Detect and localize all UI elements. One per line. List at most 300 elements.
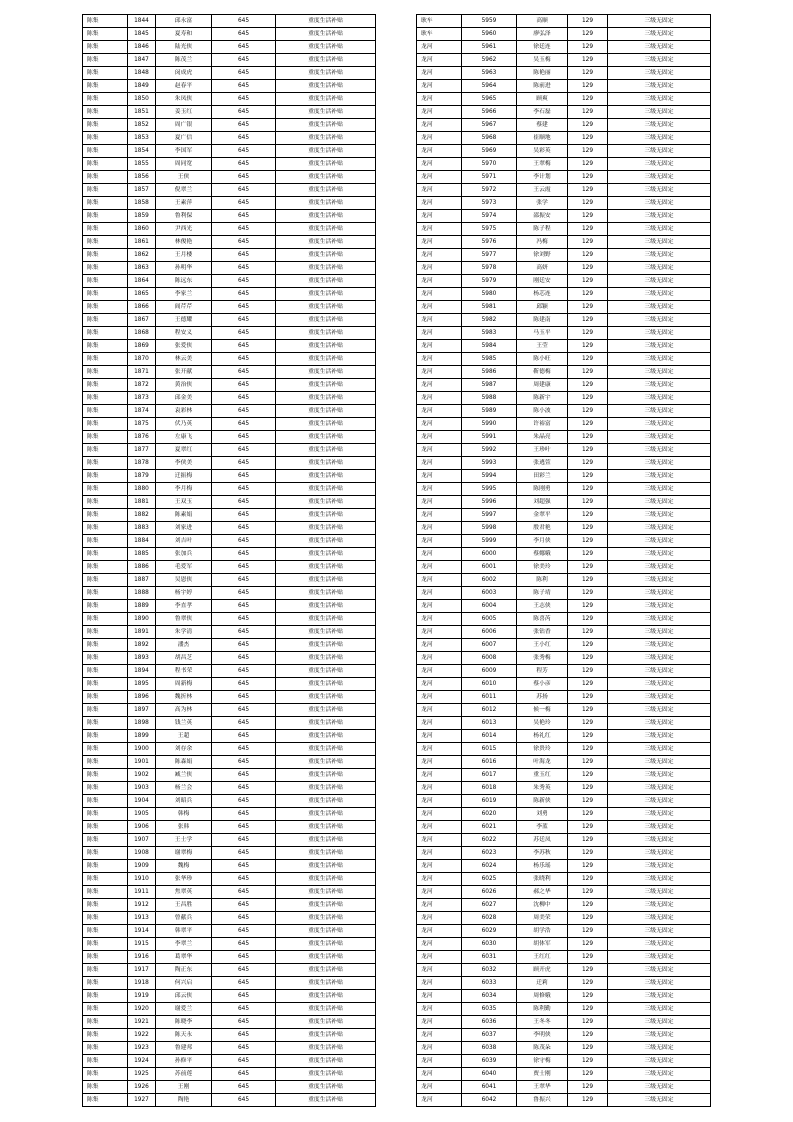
name-cell: 魏梅	[156, 860, 212, 873]
amount-cell: 129	[568, 236, 608, 249]
category-cell: 三级无固定	[608, 288, 711, 301]
category-cell: 重度生活补贴	[276, 886, 376, 899]
serial-cell: 1912	[128, 899, 156, 912]
table-row	[83, 548, 376, 561]
amount-cell: 129	[568, 548, 608, 561]
table-row	[83, 1029, 376, 1042]
table-row	[417, 301, 711, 314]
name-cell: 王刚	[156, 1081, 212, 1094]
town-cell: 陈集	[83, 964, 128, 977]
amount-cell: 645	[212, 158, 276, 171]
amount-cell: 645	[212, 834, 276, 847]
town-cell: 陈集	[83, 1016, 128, 1029]
category-cell: 重度生活补贴	[276, 236, 376, 249]
category-cell: 重度生活补贴	[276, 938, 376, 951]
name-cell: 朱学清	[156, 626, 212, 639]
name-cell: 张爱侠	[156, 340, 212, 353]
table-row	[417, 925, 711, 938]
amount-cell: 645	[212, 366, 276, 379]
table-row	[417, 626, 711, 639]
table-row	[83, 834, 376, 847]
town-cell: 陈集	[83, 1003, 128, 1016]
name-cell: 闵成虎	[156, 67, 212, 80]
table-row	[83, 990, 376, 1003]
category-cell: 三级无固定	[608, 626, 711, 639]
table-row	[417, 15, 711, 28]
serial-cell: 5985	[462, 353, 517, 366]
table-row	[417, 158, 711, 171]
town-cell: 陈集	[83, 301, 128, 314]
table-row	[417, 483, 711, 496]
category-cell: 三级无固定	[608, 197, 711, 210]
amount-cell: 129	[568, 665, 608, 678]
town-cell: 陈集	[83, 392, 128, 405]
amount-cell: 129	[568, 353, 608, 366]
amount-cell: 129	[568, 626, 608, 639]
category-cell: 重度生活补贴	[276, 223, 376, 236]
town-cell: 龙河	[417, 80, 462, 93]
amount-cell: 129	[568, 964, 608, 977]
amount-cell: 645	[212, 782, 276, 795]
name-cell: 王云霞	[517, 184, 568, 197]
table-row	[417, 41, 711, 54]
table-row	[417, 236, 711, 249]
table-row	[83, 15, 376, 28]
serial-cell: 5967	[462, 119, 517, 132]
category-cell: 三级无固定	[608, 899, 711, 912]
town-cell: 陈集	[83, 834, 128, 847]
amount-cell: 645	[212, 795, 276, 808]
serial-cell: 1890	[128, 613, 156, 626]
amount-cell: 645	[212, 418, 276, 431]
town-cell: 陈集	[83, 249, 128, 262]
name-cell: 王莹	[517, 340, 568, 353]
category-cell: 三级无固定	[608, 509, 711, 522]
table-row	[417, 860, 711, 873]
category-cell: 重度生活补贴	[276, 1042, 376, 1055]
category-cell: 三级无固定	[608, 314, 711, 327]
table-row	[83, 535, 376, 548]
category-cell: 三级无固定	[608, 431, 711, 444]
town-cell: 龙河	[417, 132, 462, 145]
name-cell: 邱云侠	[156, 990, 212, 1003]
table-row	[83, 743, 376, 756]
town-cell: 龙河	[417, 1016, 462, 1029]
name-cell: 吴恩侠	[156, 574, 212, 587]
town-cell: 龙河	[417, 210, 462, 223]
town-cell: 龙河	[417, 795, 462, 808]
table-row	[417, 379, 711, 392]
name-cell: 陈刚勇	[517, 483, 568, 496]
name-cell: 陈森娟	[156, 756, 212, 769]
town-cell: 陈集	[83, 847, 128, 860]
table-row	[417, 444, 711, 457]
town-cell: 陈集	[83, 431, 128, 444]
category-cell: 三级无固定	[608, 405, 711, 418]
category-cell: 重度生活补贴	[276, 1081, 376, 1094]
name-cell: 王侠	[156, 171, 212, 184]
category-cell: 重度生活补贴	[276, 340, 376, 353]
name-cell: 李翠兰	[156, 938, 212, 951]
amount-cell: 129	[568, 704, 608, 717]
category-cell: 重度生活补贴	[276, 743, 376, 756]
town-cell: 陈集	[83, 730, 128, 743]
name-cell: 张晓利	[517, 873, 568, 886]
category-cell: 重度生活补贴	[276, 1094, 376, 1107]
category-cell: 重度生活补贴	[276, 444, 376, 457]
town-cell: 陈集	[83, 67, 128, 80]
town-cell: 陈集	[83, 171, 128, 184]
amount-cell: 129	[568, 431, 608, 444]
category-cell: 重度生活补贴	[276, 470, 376, 483]
serial-cell: 1858	[128, 197, 156, 210]
town-cell: 龙河	[417, 600, 462, 613]
name-cell: 张开献	[156, 366, 212, 379]
serial-cell: 1872	[128, 379, 156, 392]
town-cell: 龙河	[417, 496, 462, 509]
table-row	[417, 457, 711, 470]
town-cell: 陈集	[83, 808, 128, 821]
amount-cell: 129	[568, 613, 608, 626]
town-cell: 陈集	[83, 405, 128, 418]
amount-cell: 645	[212, 613, 276, 626]
name-cell: 李国军	[156, 145, 212, 158]
amount-cell: 129	[568, 756, 608, 769]
town-cell: 陈集	[83, 535, 128, 548]
name-cell: 张韩	[156, 821, 212, 834]
category-cell: 重度生活补贴	[276, 613, 376, 626]
serial-cell: 1906	[128, 821, 156, 834]
table-row	[83, 873, 376, 886]
name-cell: 陈喜芮	[517, 613, 568, 626]
name-cell: 左康飞	[156, 431, 212, 444]
name-cell: 陈子靖	[517, 587, 568, 600]
table-row	[83, 353, 376, 366]
category-cell: 三级无固定	[608, 41, 711, 54]
town-cell: 龙河	[417, 457, 462, 470]
serial-cell: 1886	[128, 561, 156, 574]
town-cell: 龙河	[417, 106, 462, 119]
serial-cell: 1868	[128, 327, 156, 340]
town-cell: 龙河	[417, 717, 462, 730]
serial-cell: 1901	[128, 756, 156, 769]
name-cell: 陈远东	[156, 275, 212, 288]
category-cell: 重度生活补贴	[276, 756, 376, 769]
name-cell: 刘家进	[156, 522, 212, 535]
town-cell: 陈集	[83, 912, 128, 925]
town-cell: 龙河	[417, 483, 462, 496]
town-cell: 龙河	[417, 639, 462, 652]
name-cell: 周广银	[156, 119, 212, 132]
amount-cell: 129	[568, 795, 608, 808]
table-row	[83, 756, 376, 769]
amount-cell: 645	[212, 951, 276, 964]
town-cell: 龙河	[417, 652, 462, 665]
amount-cell: 645	[212, 41, 276, 54]
amount-cell: 645	[212, 587, 276, 600]
name-cell: 陈天永	[156, 1029, 212, 1042]
town-cell: 龙河	[417, 535, 462, 548]
name-cell: 苏扬	[517, 691, 568, 704]
category-cell: 重度生活补贴	[276, 392, 376, 405]
name-cell: 谢翠梅	[156, 847, 212, 860]
amount-cell: 645	[212, 912, 276, 925]
serial-cell: 1898	[128, 717, 156, 730]
table-row	[83, 457, 376, 470]
amount-cell: 645	[212, 457, 276, 470]
town-cell: 龙河	[417, 1068, 462, 1081]
name-cell: 王月楼	[156, 249, 212, 262]
town-cell: 龙河	[417, 925, 462, 938]
town-cell: 龙河	[417, 834, 462, 847]
serial-cell: 5993	[462, 457, 517, 470]
amount-cell: 645	[212, 327, 276, 340]
serial-cell: 5990	[462, 418, 517, 431]
name-cell: 魏折林	[156, 691, 212, 704]
table-row	[417, 665, 711, 678]
amount-cell: 645	[212, 54, 276, 67]
serial-cell: 5989	[462, 405, 517, 418]
name-cell: 陈小波	[517, 405, 568, 418]
amount-cell: 645	[212, 67, 276, 80]
amount-cell: 129	[568, 379, 608, 392]
amount-cell: 645	[212, 145, 276, 158]
table-row	[417, 197, 711, 210]
table-row	[417, 1003, 711, 1016]
town-cell: 龙河	[417, 613, 462, 626]
town-cell: 龙河	[417, 314, 462, 327]
amount-cell: 645	[212, 847, 276, 860]
serial-cell: 6027	[462, 899, 517, 912]
town-cell: 陈集	[83, 626, 128, 639]
amount-cell: 129	[568, 444, 608, 457]
name-cell: 韩翠平	[156, 925, 212, 938]
amount-cell: 645	[212, 275, 276, 288]
serial-cell: 5976	[462, 236, 517, 249]
serial-cell: 6004	[462, 600, 517, 613]
serial-cell: 6014	[462, 730, 517, 743]
serial-cell: 6006	[462, 626, 517, 639]
category-cell: 三级无固定	[608, 275, 711, 288]
town-cell: 龙河	[417, 990, 462, 1003]
table-row	[83, 28, 376, 41]
amount-cell: 645	[212, 730, 276, 743]
name-cell: 刘吉叶	[156, 535, 212, 548]
amount-cell: 129	[568, 392, 608, 405]
amount-cell: 645	[212, 93, 276, 106]
serial-cell: 5961	[462, 41, 517, 54]
category-cell: 重度生活补贴	[276, 925, 376, 938]
table-row	[83, 236, 376, 249]
table-row	[417, 1042, 711, 1055]
name-cell: 崔顺地	[517, 132, 568, 145]
serial-cell: 1877	[128, 444, 156, 457]
amount-cell: 129	[568, 210, 608, 223]
table-row	[83, 249, 376, 262]
amount-cell: 129	[568, 119, 608, 132]
amount-cell: 645	[212, 210, 276, 223]
table-row	[83, 951, 376, 964]
serial-cell: 6018	[462, 782, 517, 795]
category-cell: 重度生活补贴	[276, 665, 376, 678]
serial-cell: 5974	[462, 210, 517, 223]
category-cell: 重度生活补贴	[276, 379, 376, 392]
town-cell: 龙河	[417, 262, 462, 275]
name-cell: 郝之华	[517, 886, 568, 899]
name-cell: 阎芹芹	[156, 301, 212, 314]
name-cell: 沈柳中	[517, 899, 568, 912]
category-cell: 三级无固定	[608, 717, 711, 730]
serial-cell: 6028	[462, 912, 517, 925]
category-cell: 三级无固定	[608, 444, 711, 457]
category-cell: 三级无固定	[608, 665, 711, 678]
name-cell: 殷君艳	[517, 522, 568, 535]
name-cell: 李月侠	[517, 535, 568, 548]
amount-cell: 645	[212, 184, 276, 197]
serial-cell: 6024	[462, 860, 517, 873]
amount-cell: 129	[568, 951, 608, 964]
table-row	[417, 1029, 711, 1042]
name-cell: 陶正东	[156, 964, 212, 977]
serial-cell: 5964	[462, 80, 517, 93]
subsidy-table-right	[416, 14, 711, 1107]
serial-cell: 1922	[128, 1029, 156, 1042]
amount-cell: 129	[568, 678, 608, 691]
name-cell: 马玉平	[517, 327, 568, 340]
serial-cell: 6003	[462, 587, 517, 600]
amount-cell: 129	[568, 340, 608, 353]
category-cell: 三级无固定	[608, 847, 711, 860]
table-row	[417, 990, 711, 1003]
amount-cell: 645	[212, 431, 276, 444]
table-row	[417, 1081, 711, 1094]
amount-cell: 645	[212, 171, 276, 184]
town-cell: 龙河	[417, 1081, 462, 1094]
town-cell: 龙河	[417, 405, 462, 418]
table-row	[83, 938, 376, 951]
category-cell: 重度生活补贴	[276, 1029, 376, 1042]
amount-cell: 129	[568, 171, 608, 184]
town-cell: 陈集	[83, 665, 128, 678]
serial-cell: 5982	[462, 314, 517, 327]
category-cell: 三级无固定	[608, 106, 711, 119]
amount-cell: 129	[568, 301, 608, 314]
serial-cell: 1874	[128, 405, 156, 418]
name-cell: 蔡小彦	[517, 678, 568, 691]
name-cell: 迁莉	[517, 977, 568, 990]
amount-cell: 129	[568, 262, 608, 275]
serial-cell: 1888	[128, 587, 156, 600]
table-row	[417, 769, 711, 782]
serial-cell: 1860	[128, 223, 156, 236]
amount-cell: 129	[568, 197, 608, 210]
amount-cell: 645	[212, 405, 276, 418]
serial-cell: 6009	[462, 665, 517, 678]
table-row	[83, 275, 376, 288]
table-row	[417, 951, 711, 964]
name-cell: 陈子程	[517, 223, 568, 236]
serial-cell: 6019	[462, 795, 517, 808]
town-cell: 龙河	[417, 54, 462, 67]
table-row	[83, 912, 376, 925]
table-row	[417, 1016, 711, 1029]
amount-cell: 645	[212, 977, 276, 990]
town-cell: 耿车	[417, 28, 462, 41]
serial-cell: 1920	[128, 1003, 156, 1016]
name-cell: 周新梅	[156, 678, 212, 691]
category-cell: 三级无固定	[608, 93, 711, 106]
amount-cell: 129	[568, 717, 608, 730]
amount-cell: 129	[568, 821, 608, 834]
serial-cell: 1897	[128, 704, 156, 717]
serial-cell: 5977	[462, 249, 517, 262]
town-cell: 龙河	[417, 431, 462, 444]
category-cell: 重度生活补贴	[276, 626, 376, 639]
table-row	[417, 561, 711, 574]
town-cell: 陈集	[83, 717, 128, 730]
name-cell: 徐贵玲	[517, 743, 568, 756]
amount-cell: 129	[568, 145, 608, 158]
serial-cell: 1869	[128, 340, 156, 353]
table-row	[83, 301, 376, 314]
category-cell: 三级无固定	[608, 1055, 711, 1068]
town-cell: 陈集	[83, 769, 128, 782]
town-cell: 陈集	[83, 28, 128, 41]
town-cell: 陈集	[83, 782, 128, 795]
name-cell: 陈新宇	[517, 392, 568, 405]
table-row	[83, 1081, 376, 1094]
town-cell: 龙河	[417, 678, 462, 691]
serial-cell: 6005	[462, 613, 517, 626]
serial-cell: 5969	[462, 145, 517, 158]
serial-cell: 6000	[462, 548, 517, 561]
table-row	[83, 106, 376, 119]
serial-cell: 1899	[128, 730, 156, 743]
category-cell: 重度生活补贴	[276, 860, 376, 873]
serial-cell: 1846	[128, 41, 156, 54]
category-cell: 重度生活补贴	[276, 587, 376, 600]
category-cell: 重度生活补贴	[276, 691, 376, 704]
category-cell: 三级无固定	[608, 782, 711, 795]
amount-cell: 129	[568, 990, 608, 1003]
table-row	[83, 67, 376, 80]
town-cell: 龙河	[417, 808, 462, 821]
serial-cell: 6010	[462, 678, 517, 691]
town-cell: 龙河	[417, 93, 462, 106]
category-cell: 三级无固定	[608, 834, 711, 847]
table-row	[417, 67, 711, 80]
name-cell: 朱晶亮	[517, 431, 568, 444]
name-cell: 鲁振兴	[517, 1094, 568, 1107]
table-row	[83, 847, 376, 860]
town-cell: 龙河	[417, 249, 462, 262]
serial-cell: 1902	[128, 769, 156, 782]
table-row	[83, 782, 376, 795]
amount-cell: 645	[212, 600, 276, 613]
category-cell: 重度生活补贴	[276, 990, 376, 1003]
name-cell: 王德耀	[156, 314, 212, 327]
category-cell: 三级无固定	[608, 860, 711, 873]
amount-cell: 129	[568, 418, 608, 431]
table-row	[417, 210, 711, 223]
town-cell: 陈集	[83, 743, 128, 756]
town-cell: 龙河	[417, 340, 462, 353]
category-cell: 重度生活补贴	[276, 834, 376, 847]
amount-cell: 129	[568, 912, 608, 925]
name-cell: 倪翠兰	[156, 184, 212, 197]
amount-cell: 645	[212, 106, 276, 119]
category-cell: 三级无固定	[608, 80, 711, 93]
